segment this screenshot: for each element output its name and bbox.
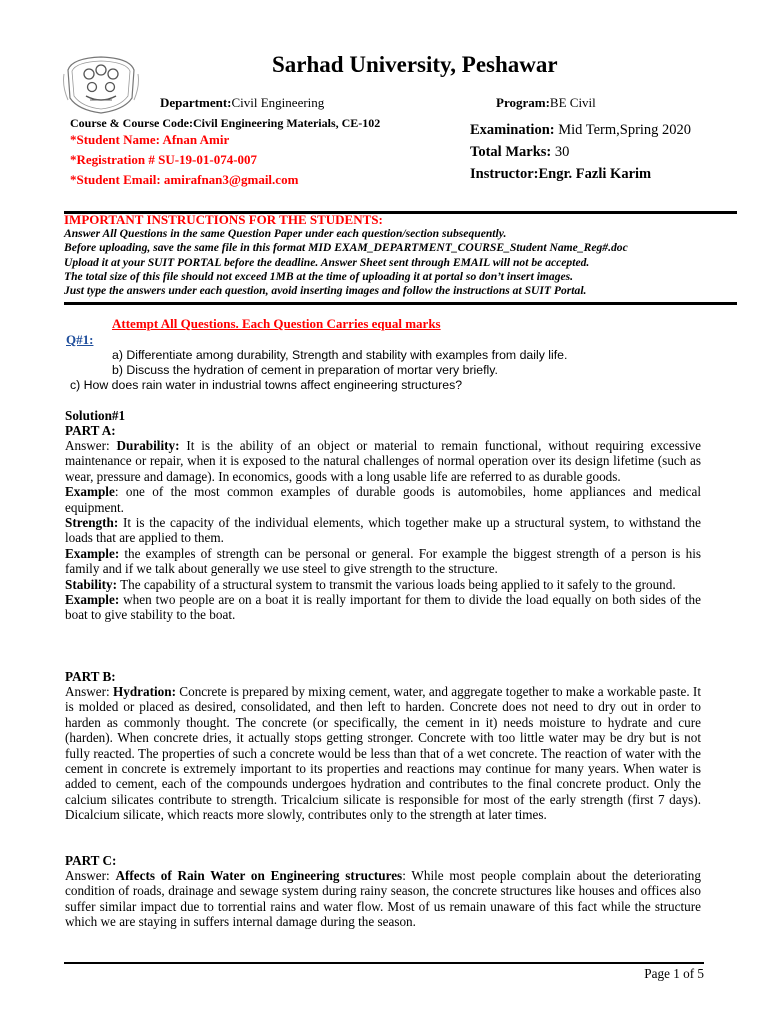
total-marks-value: 30 (551, 144, 570, 160)
program-label: Program: (496, 95, 550, 110)
durability-text: It is the ability of an object or material to remain functional, without requiring excessive maintenance or repair, when it is exposed to the natural challenges of normal operation over its design lifetime (such as wear, pressure and damage). In economics, goods with a long usable life are referred to as durable goods. (65, 438, 701, 484)
durability-paragraph (65, 438, 701, 484)
hydration-text: Concrete is prepared by mixing cement, water, and aggregate together to make a workable paste. It is molded or placed as desired, consolidated, and then left to harden. Concrete does not need to dry out in order to harden as commonly thought. The concrete (or specifically, the cement in it) needs moisture to hydrate and cure (harden). When concrete dries, it actually stops getting stronger. Concrete with too little water may be dry but is not fully reacted. The properties of such a concrete would be less than that of a wet concrete. The reaction of water with the cement in concrete is extremely important to its properties and reactions may continue for many years. When water is added to cement, each of the compounds undergoes hydration and contributes to the final concrete product. Only the calcium silicates contribute to strength. Tricalcium silicate is responsible for most of the early strength (first 7 days). Dicalcium silicate, which reacts more slowly, contributes only to the strength at later times. (65, 684, 701, 823)
example-paragraph (65, 484, 701, 515)
part-b-answer (65, 684, 701, 823)
registration-number: *Registration # SU-19-01-074-007 (70, 152, 258, 167)
question-number: Q#1: (66, 332, 94, 347)
stability-term: Stability: (65, 576, 118, 592)
examination-line (470, 122, 691, 139)
student-email: *Student Email: amirafnan3@gmail.com (70, 172, 299, 187)
strength-term: Strength: (65, 515, 119, 531)
strength-paragraph (65, 515, 701, 546)
rain-text: : While most people complain about the deteriorating condition of roads, drainage and sewage system during rainy season, the concrete structures like houses and offices also suffer similar impact due to torrential rains and water flow. Most of us remain unaware of this fact while the structure which we are staying in suffers internal damage during the season. (65, 868, 701, 930)
part-a-heading: PART A: (65, 423, 116, 438)
stability-text: The capability of a structural system to transmit the various loads being applied to it safely to the ground. (117, 576, 676, 592)
answer-label: Answer: (65, 438, 117, 453)
department-label: Department: (160, 95, 232, 110)
instructor-value: Engr. Fazli Karim (538, 166, 652, 182)
examination-value: Mid Term,Spring 2020 (554, 122, 692, 138)
instructions-block (64, 213, 754, 298)
university-title: Sarhad University, Peshawar (272, 52, 558, 77)
instructor-line (470, 166, 651, 183)
total-marks-line (470, 144, 569, 161)
instruction-line: Answer All Questions in the same Question Paper under each question/section subsequently. (64, 227, 507, 241)
part-b-heading: PART B: (65, 669, 116, 684)
instruction-line: Just type the answers under each question, avoid inserting images and follow the instructions at SUIT Portal. (64, 284, 587, 298)
example-term: Example (65, 484, 115, 500)
examination-label: Examination: (470, 122, 555, 138)
instructor-label: Instructor: (470, 166, 539, 182)
program-value: BE Civil (549, 95, 596, 110)
page-number: Page 1 of 5 (644, 966, 704, 981)
durability-term: Durability: (116, 438, 180, 453)
question-part-b: b) Discuss the hydration of cement in preparation of mortar very briefly. (112, 363, 498, 377)
question-part-c: c) How does rain water in industrial towns affect engineering structures? (70, 378, 463, 392)
instruction-line: Upload it at your SUIT PORTAL before the deadline. Answer Sheet sent through EMAIL will not be accepted. (64, 255, 590, 269)
stability-paragraph (65, 577, 701, 592)
rain-term: Affects of Rain Water on Engineering structures (115, 868, 403, 883)
course-value: Civil Engineering Materials, CE-102 (192, 116, 381, 130)
answer-label: Answer: (65, 868, 116, 883)
university-logo-icon (62, 56, 140, 114)
example-paragraph (65, 546, 701, 577)
instruction-line: Before uploading, save the same file in this format MID EXAM_DEPARTMENT_COURSE_Student Name_Reg#.doc (64, 241, 628, 255)
example-paragraph (65, 592, 701, 623)
example-text: : one of the most common examples of durable goods is automobiles, home appliances and medical equipment. (65, 484, 701, 515)
instruction-line: The total size of this file should not exceed 1MB at the time of uploading it at portal so don’t insert images. (64, 269, 574, 283)
part-a-answer (65, 438, 701, 623)
part-c-answer (65, 868, 701, 930)
rain-paragraph (65, 868, 701, 930)
example-text: the examples of strength can be personal or general. For example the biggest strength of a person is his family and if we talk about generally we use steel to give strength to the structure. (65, 545, 701, 577)
example-term: Example: (65, 545, 120, 561)
solution-title: Solution#1 (65, 408, 126, 423)
instructions-divider (64, 302, 737, 305)
student-name: *Student Name: Afnan Amir (70, 132, 230, 147)
instructions-heading: IMPORTANT INSTRUCTIONS FOR THE STUDENTS: (64, 212, 383, 227)
example-term: Example: (65, 592, 120, 608)
answer-label: Answer: (65, 684, 113, 699)
example-text: when two people are on a boat it is really important for them to divide the load equally on both sides of the boat to give stability to the boat. (65, 592, 701, 623)
footer-divider (64, 962, 704, 964)
hydration-term: Hydration: (112, 684, 176, 699)
department-line (160, 95, 324, 111)
course-label: Course & Course Code: (70, 116, 193, 130)
department-value: Civil Engineering (231, 95, 325, 110)
question-part-a: a) Differentiate among durability, Strength and stability with examples from daily life. (112, 348, 568, 362)
program-line (496, 95, 596, 111)
part-c-heading: PART C: (65, 853, 117, 868)
attempt-all-note: Attempt All Questions. Each Question Carries equal marks (112, 316, 441, 331)
course-line (70, 116, 380, 131)
total-marks-label: Total Marks: (470, 144, 552, 160)
hydration-paragraph (65, 684, 701, 823)
strength-text: It is the capacity of the individual elements, which together make up a structural system, to withstand the loads that are applied to them. (65, 515, 701, 546)
